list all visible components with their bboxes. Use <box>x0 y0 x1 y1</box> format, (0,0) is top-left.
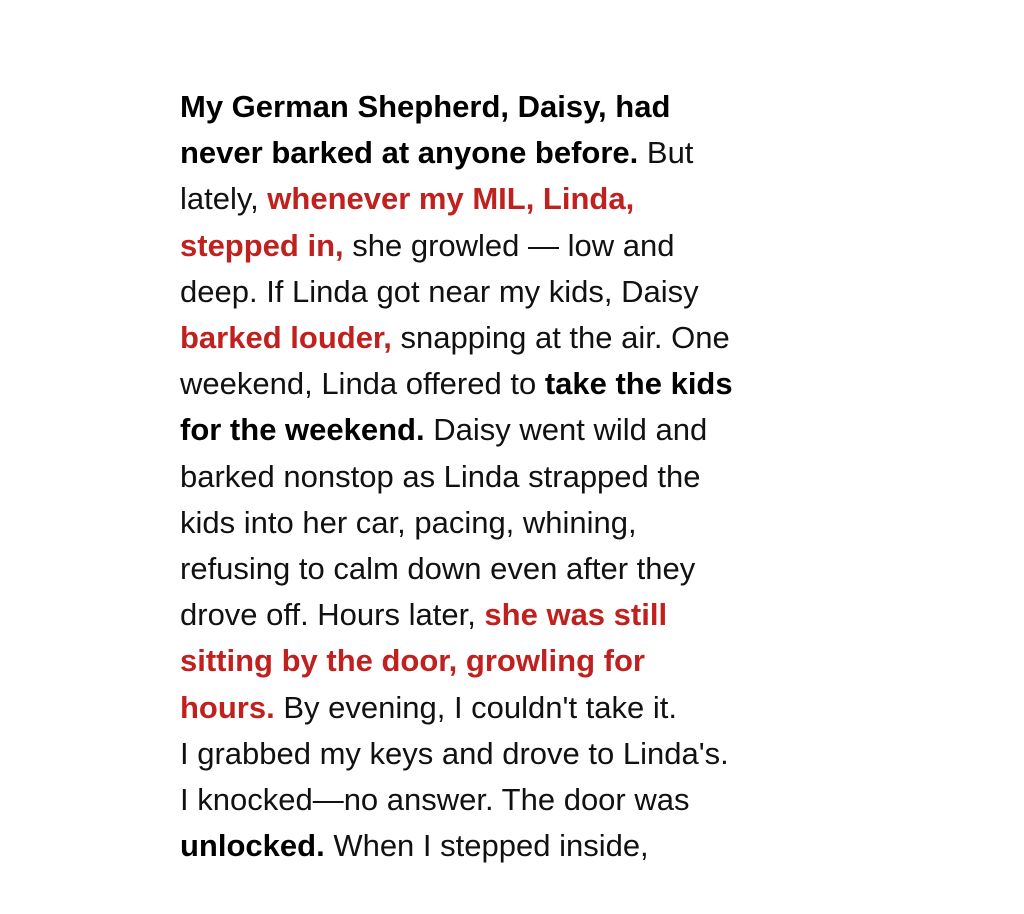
story-line <box>180 777 880 823</box>
body-text: But <box>638 135 694 171</box>
body-text: drove off. Hours later, <box>180 597 485 633</box>
story-line <box>180 269 880 315</box>
body-text: I knocked—no answer. The door was <box>180 782 690 818</box>
body-text: barked nonstop as Linda strapped the <box>180 458 701 494</box>
story-text <box>180 84 880 869</box>
body-text: I grabbed my keys and drove to Linda's. <box>180 735 729 771</box>
story-line <box>180 685 880 731</box>
bold-text: My German Shepherd, Daisy, had <box>180 89 671 124</box>
highlighted-text: she was still <box>484 597 668 633</box>
story-line <box>180 223 880 269</box>
body-text: she growled — low and <box>343 227 675 263</box>
story-line <box>180 638 880 684</box>
story-line <box>180 454 880 500</box>
body-text: deep. If Linda got near my kids, Daisy <box>180 273 699 309</box>
body-text: lately, <box>180 181 268 217</box>
highlighted-text: stepped in, <box>180 227 344 263</box>
bold-text: take the kids <box>544 366 733 402</box>
body-text: refusing to calm down even after they <box>180 551 696 587</box>
story-line <box>180 361 880 407</box>
body-text: Daisy went wild and <box>424 412 708 448</box>
body-text: When I stepped inside, <box>324 828 649 864</box>
body-text: weekend, Linda offered to <box>180 366 545 402</box>
story-line <box>180 176 880 222</box>
bold-text: for the weekend. <box>180 412 425 448</box>
body-text: kids into her car, pacing, whining, <box>180 504 637 540</box>
story-line <box>180 407 880 453</box>
story-line <box>180 84 880 130</box>
highlighted-text: sitting by the door, growling for <box>180 643 645 679</box>
story-line <box>180 592 880 638</box>
body-text: snapping at the air. One <box>391 320 730 356</box>
highlighted-text: hours. <box>180 689 275 725</box>
story-line <box>180 130 880 176</box>
bold-text: unlocked. <box>180 828 325 864</box>
highlighted-text: whenever my MIL, Linda, <box>267 181 635 217</box>
story-line <box>180 546 880 592</box>
story-line <box>180 731 880 777</box>
highlighted-text: barked louder, <box>180 320 392 356</box>
body-text: By evening, I couldn't take it. <box>274 689 677 725</box>
bold-text: never barked at anyone before. <box>180 135 639 171</box>
story-line <box>180 315 880 361</box>
story-line <box>180 500 880 546</box>
story-line <box>180 823 880 869</box>
